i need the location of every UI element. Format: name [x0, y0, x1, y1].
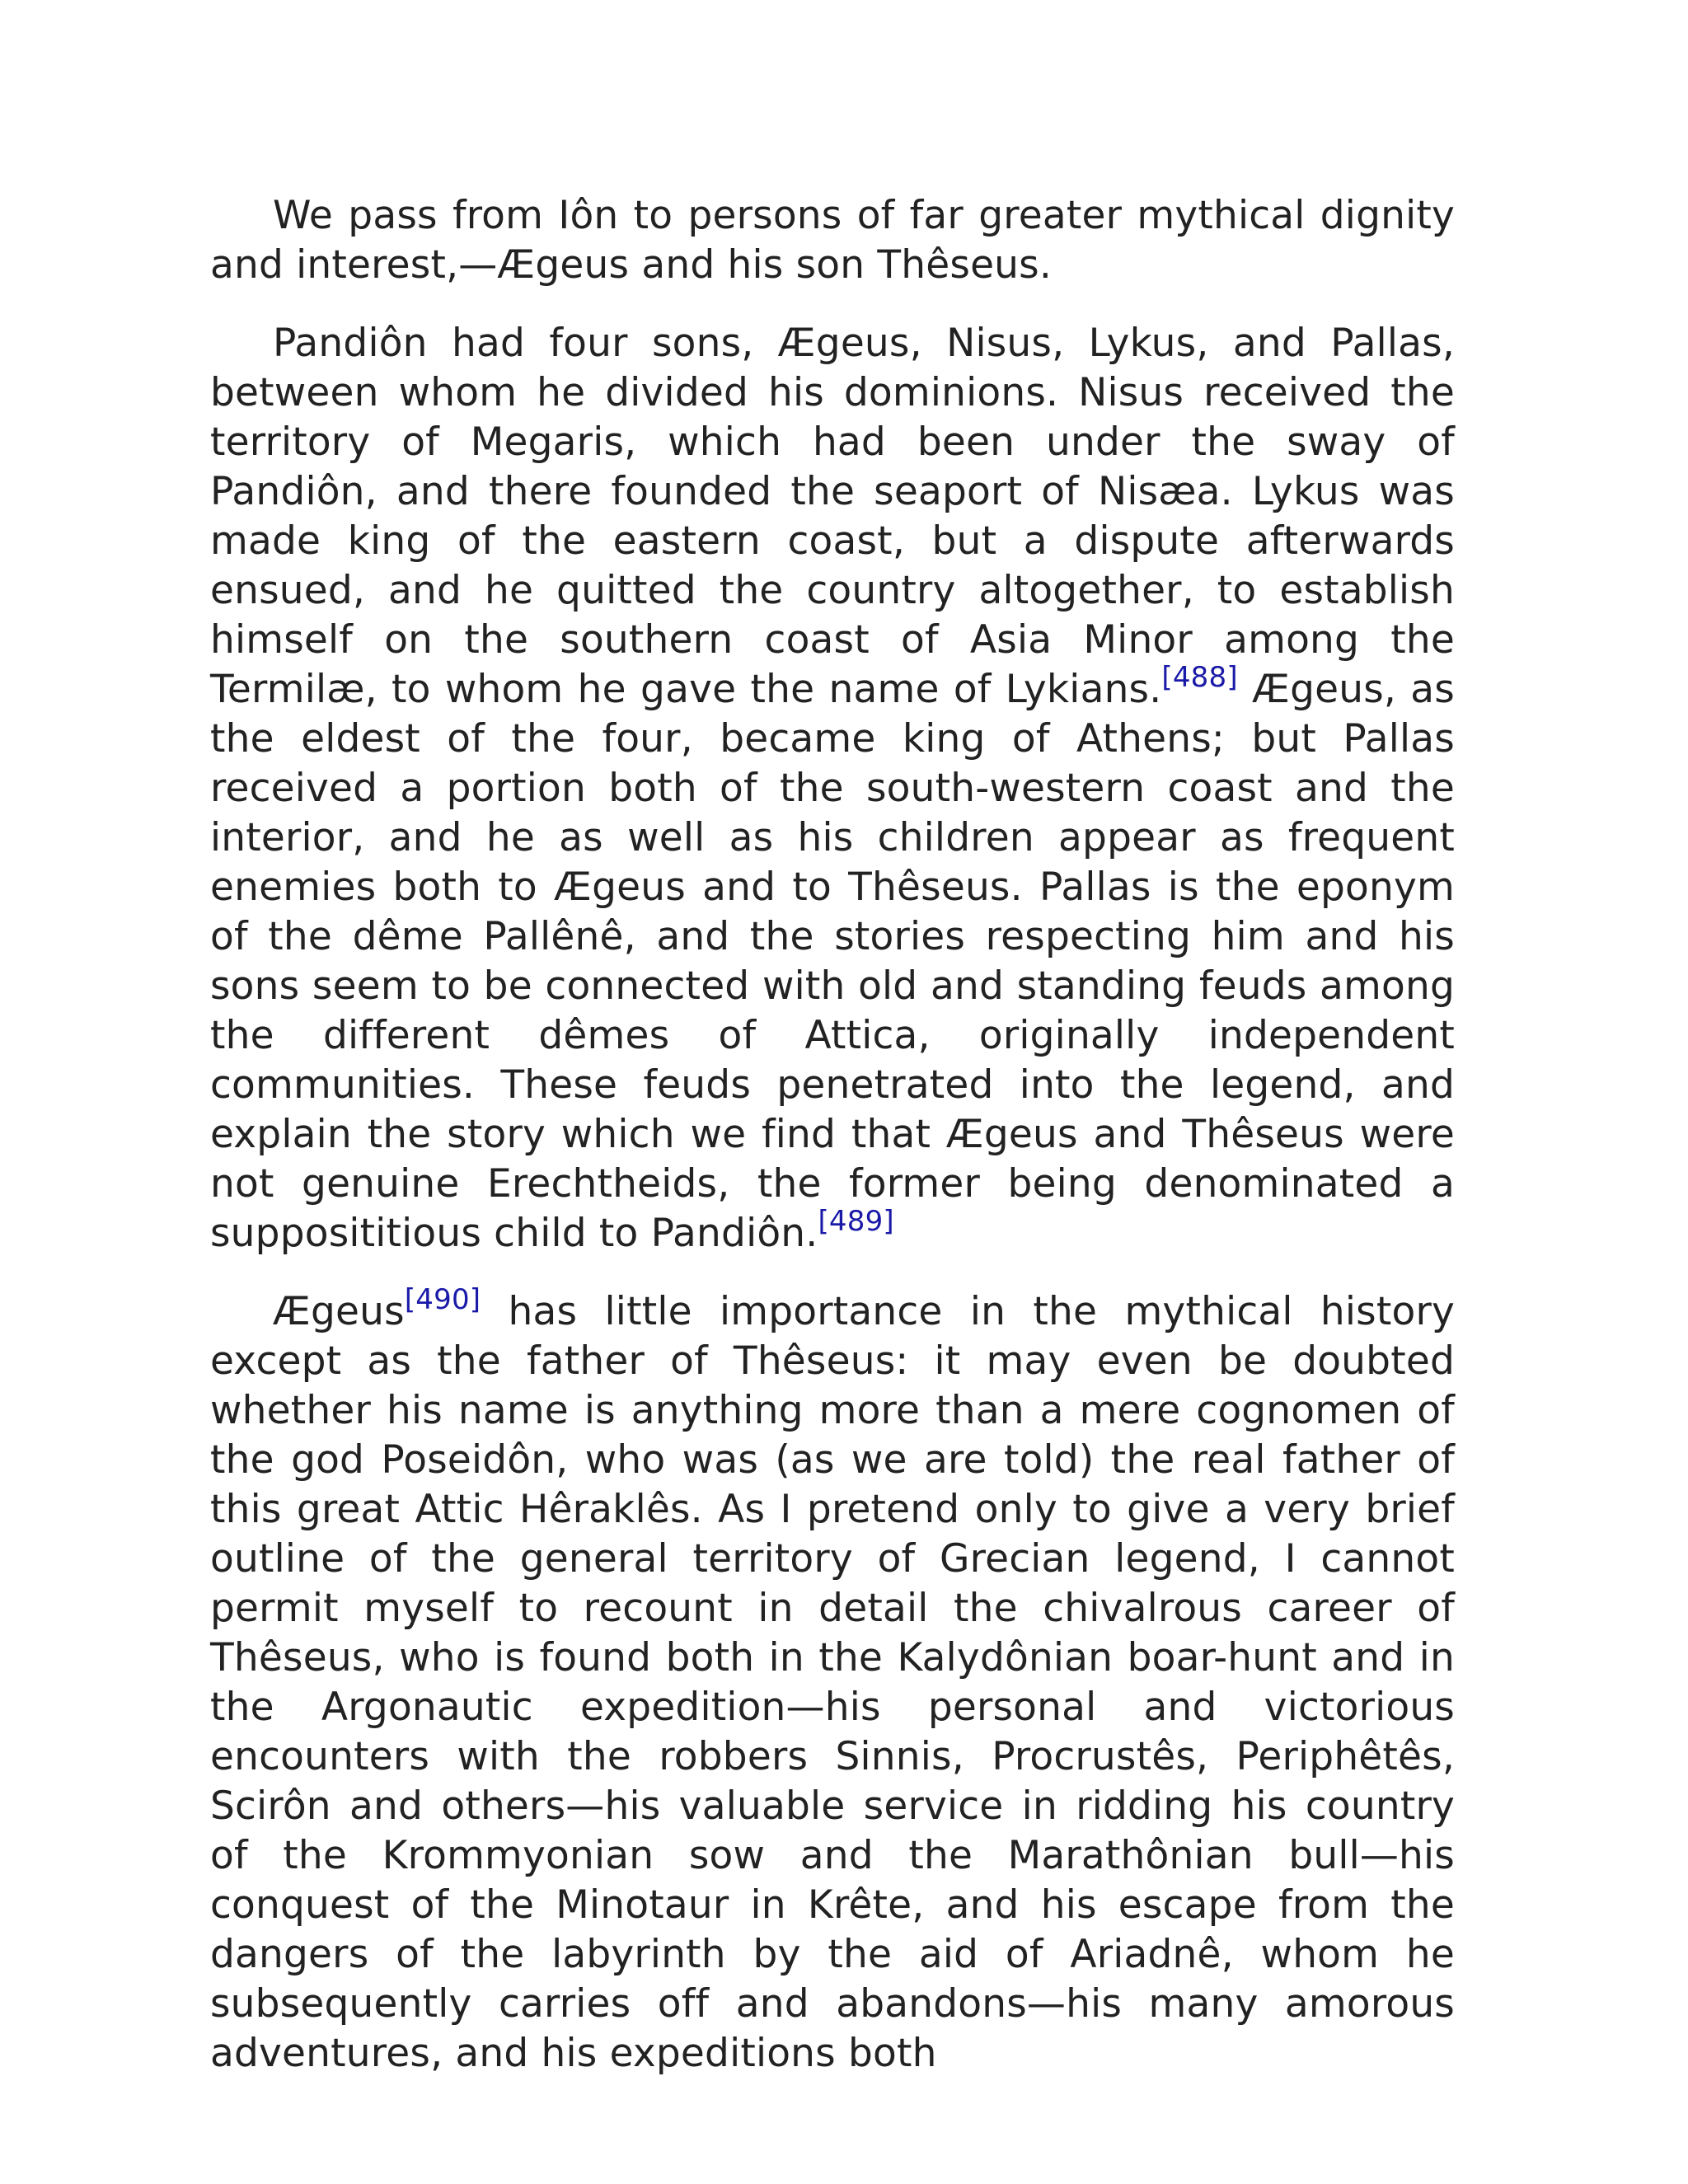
paragraph-2: [210, 319, 1455, 1258]
paragraph-text: Ægeus, as the eldest of the four, became king of Athens; but Pallas received a portion both of the south-western coast and the interior, and he as well as his children appear as frequent enemies both to Ægeus and to Thêseus. Pallas is the eponym of the dême Pallênê, and the stories respecting him and his sons seem to be connected with old and standing feuds among the different dêmes of Attica, originally independent communities. These feuds penetrated into the legend, and explain the story which we find that Ægeus and Thêseus were not genuine Erechtheids, the former being denominated a supposititious child to Pandiôn.: [210, 667, 1455, 1256]
paragraph-1: [210, 191, 1455, 290]
paragraph-3: [210, 1283, 1455, 2079]
paragraph-text: has little importance in the mythical history except as the father of Thêseus: it may even be doubted whether his name is anything more than a mere cognomen of the god Poseidôn, who was (as we are told) the real father of this great Attic Hêraklês. As I pretend only to give a very brief outline of the general territory of Grecian legend, I cannot permit myself to recount in detail the chivalrous career of Thêseus, who is found both in the Kalydônian boar-hunt and in the Argonautic expedition—his personal and victorious encounters with the robbers Sinnis, Procrustês, Periphêtês, Scirôn and others—his valuable service in ridding his country of the Krommyonian sow and the Marathônian bull—his conquest of the Minotaur in Krête, and his escape from the dangers of the labyrinth by the aid of Ariadnê, whom he subsequently carries off and abandons—his many amorous adventures, and his expeditions both: [210, 1289, 1455, 2076]
paragraph-text: Ægeus: [273, 1289, 405, 1334]
footnote-link-490[interactable]: [490]: [404, 1283, 481, 1316]
document-page: [210, 191, 1455, 2107]
footnote-link-489[interactable]: [489]: [818, 1205, 894, 1238]
footnote-link-488[interactable]: [488]: [1161, 661, 1238, 694]
paragraph-text: We pass from Iôn to persons of far greater mythical dignity and interest,—Ægeus and his son Thêseus.: [210, 193, 1455, 288]
paragraph-text: Pandiôn had four sons, Ægeus, Nisus, Lykus, and Pallas, between whom he divided his dominions. Nisus received the territory of Megaris, which had been under the sway of Pandiôn, and there founded the seaport of Nisæa. Lykus was made king of the eastern coast, but a dispute afterwards ensued, and he quitted the country altogether, to establish himself on the southern coast of Asia Minor among the Termilæ, to whom he gave the name of Lykians.: [210, 321, 1455, 712]
